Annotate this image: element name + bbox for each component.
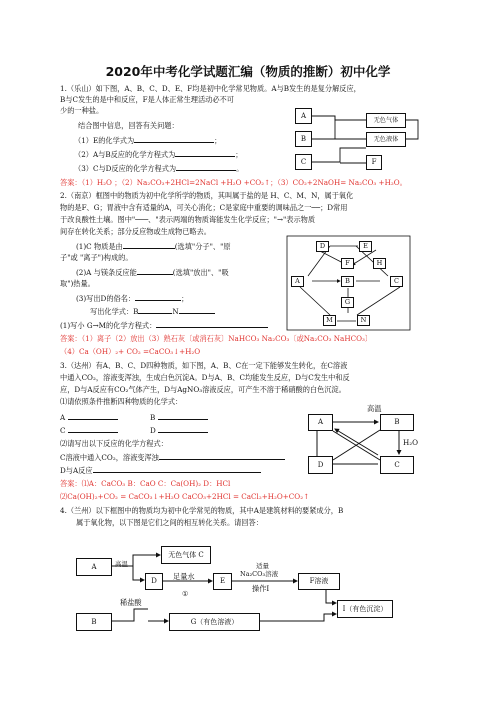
q4-box-e: E bbox=[213, 573, 232, 590]
q1-line-4: 结合图中信息，回答有关问题： bbox=[78, 121, 179, 130]
q3-answer-1: 答案：⑴A：CaCO₃ B：CaO C：Ca(OH)₂ D：HCl bbox=[60, 479, 231, 488]
q2-line-3: 于改良酸性土壤。图中"───、"表示两端的物质诲能发生化学反应；"→"表示物质 bbox=[60, 215, 316, 224]
q3-line-4: ⑴请依照条件推断四种物质的化学式： bbox=[60, 397, 183, 406]
q1-box-c: C bbox=[295, 154, 312, 170]
q1-answer: 答案：（1）H₂O ；（2）Na₂CO₃+2HCl=2NaCl +H₂O +CO₂↑；（3）CO₂+2NaOH= Na₂CO₃ +H₂O。 bbox=[60, 178, 407, 187]
q3-line-2: 中通入CO₂，溶液变浑浊，生成白色沉淀A。D与A、B、C均能发生反应，D与C发生中和反 bbox=[60, 373, 350, 382]
q2-box-e: E bbox=[359, 241, 372, 252]
q4-box-g: G（有色溶液） bbox=[169, 613, 260, 631]
q3-line-7: D与A反应 bbox=[60, 465, 261, 475]
q4-box-d: D bbox=[145, 573, 163, 590]
q2-line-8: 取")热量。 bbox=[60, 279, 95, 288]
q3-line-b: B bbox=[150, 412, 208, 422]
q2-line-11: (1)写小 G→M的化学方程式： bbox=[60, 320, 268, 330]
q4-box-b: B bbox=[76, 613, 112, 631]
q1-line-1: 1.（乐山）如下图，A、B、C、D、E、F均是初中化学常见物质。A与B发生的是复分解反应， bbox=[60, 84, 361, 93]
q4-box-f: F溶液 bbox=[298, 573, 340, 590]
q2-line-6: 子"或 "离子")构成的。 bbox=[60, 253, 133, 262]
q2-box-a: A bbox=[291, 276, 304, 287]
q1-box-a: A bbox=[295, 108, 312, 124]
q2-answer-1: 答案：（1）离子（2）放出（3）熟石灰〔或消石灰〕NaHCO₃ Na₂CO₃〔或Na₂CO₃ NaHCO₃〕 bbox=[60, 334, 373, 343]
q2-line-5: (1)C 物质是由 (选填"分子"、"原 bbox=[76, 242, 231, 251]
q2-box-d: D bbox=[316, 241, 329, 252]
q3-label-water: H₂O bbox=[403, 438, 419, 447]
q3-answer-2: ⑵Ca(OH)₂+CO₂ = CaCO₃↓+H₂O CaCO₃+2HCl = CaCl₂+H₂O+CO₂↑ bbox=[60, 492, 310, 501]
q3-label-gaowen: 高温 bbox=[367, 404, 382, 413]
q3-line-c: C bbox=[60, 425, 118, 435]
page-title: 2020年中考化学试题汇编（物质的推断）初中化学 bbox=[105, 64, 391, 79]
q4-line-2: 属于氧化物，以下图是它们之间的相互转化关系。请回答： bbox=[76, 518, 263, 527]
q4-label-water: 足量水 bbox=[173, 572, 195, 581]
q2-line-7: (2)A 与镁条反应能 (选填"放出"、"吸 bbox=[76, 268, 229, 277]
q3-line-5: ⑵请写出以下反应的化学方程式： bbox=[60, 439, 168, 448]
q4-label-gaowen: 高温 bbox=[115, 560, 128, 568]
q2-line-1: 2.（南京）框图中的物质为初中化学所学的物质，其叫属于盐的是 H、C、M、N，属于氧化 bbox=[60, 191, 354, 200]
q1-line-2: B与C发生的是中和反应，F是人体正常生理活动必不可 bbox=[60, 95, 234, 104]
q3-box-a: A bbox=[308, 414, 333, 431]
q4-label-op: 操作Ⅰ bbox=[252, 584, 270, 593]
q2-answer-2: （4）Ca（OH）₂+ CO₂ =CaCO₃↓+H₂O bbox=[60, 347, 201, 356]
q1-line-3: 少的一种盐。 bbox=[60, 106, 104, 115]
q4-box-i: I（有色沉淀） bbox=[337, 600, 393, 618]
q3-box-c: C bbox=[380, 456, 414, 474]
q3-line-6: C溶液中通入CO₂，溶液变浑浊 bbox=[60, 452, 285, 462]
q3-line-d: D bbox=[150, 425, 208, 435]
q2-box-m: M bbox=[323, 315, 336, 326]
q2-box-n: N bbox=[357, 315, 370, 326]
q4-label-shiliang: 适量 bbox=[256, 562, 269, 570]
q3-line-1: 3.（达州）有A、B、C、D四种物质，如下图，A、B、C在一定下能够发生转化，在C溶液 bbox=[60, 361, 348, 370]
q2-line-4: 间存在转化关系；部分反应物或生成物已略去。 bbox=[60, 227, 211, 236]
q4-label-acid: 稀盐酸 bbox=[120, 598, 142, 607]
q1-line-6: （2）A与B反应的化学方程式为 ； bbox=[74, 150, 243, 159]
q2-box-g: G bbox=[341, 297, 354, 308]
q4-label-na2co3: Na₂CO₃溶液 bbox=[240, 570, 279, 578]
q2-line-2: 物的是F、G；胃液中含有适量的A，可关心消化；C是家庭中重要的调味品之一──；D常用 bbox=[60, 203, 348, 212]
q2-box-f: F bbox=[341, 258, 354, 269]
q2-box-c: C bbox=[390, 276, 403, 287]
q4-box-a: A bbox=[76, 558, 112, 576]
q2-box-b: B bbox=[341, 276, 354, 287]
q4-label-step1: ① bbox=[182, 589, 189, 598]
q3-line-3: 应，D与A反应有CO₂气体产生，D与AgNO₃溶液反应，可产生不溶于稀硝酸的白色沉淀。 bbox=[60, 385, 346, 394]
q3-box-d: D bbox=[308, 456, 333, 474]
q1-box-f: F bbox=[366, 155, 382, 170]
q1-line-7: （3）C与D反应的化学方程式为 。 bbox=[74, 164, 244, 173]
q3-box-b: B bbox=[380, 414, 414, 431]
q1-box-b: B bbox=[295, 131, 312, 147]
q3-line-a: A bbox=[60, 412, 118, 422]
q2-line-10: 写出化学式：B N bbox=[90, 306, 215, 316]
q2-box-h: H bbox=[373, 258, 386, 269]
q2-line-9: (3)写出D的俗名： ； bbox=[76, 294, 189, 303]
q1-box-e: 无色液体 bbox=[366, 132, 406, 147]
q1-line-5: （1）E的化学式为 ； bbox=[74, 136, 222, 145]
q1-box-d: 无色气体 bbox=[366, 113, 406, 128]
q4-line-1: 4.（兰州）以下框图中的物质均为初中化学常见的物质，其中A是建筑材料的要紧成分，B bbox=[60, 506, 344, 515]
q4-box-c: 无色气体 C bbox=[161, 546, 211, 564]
